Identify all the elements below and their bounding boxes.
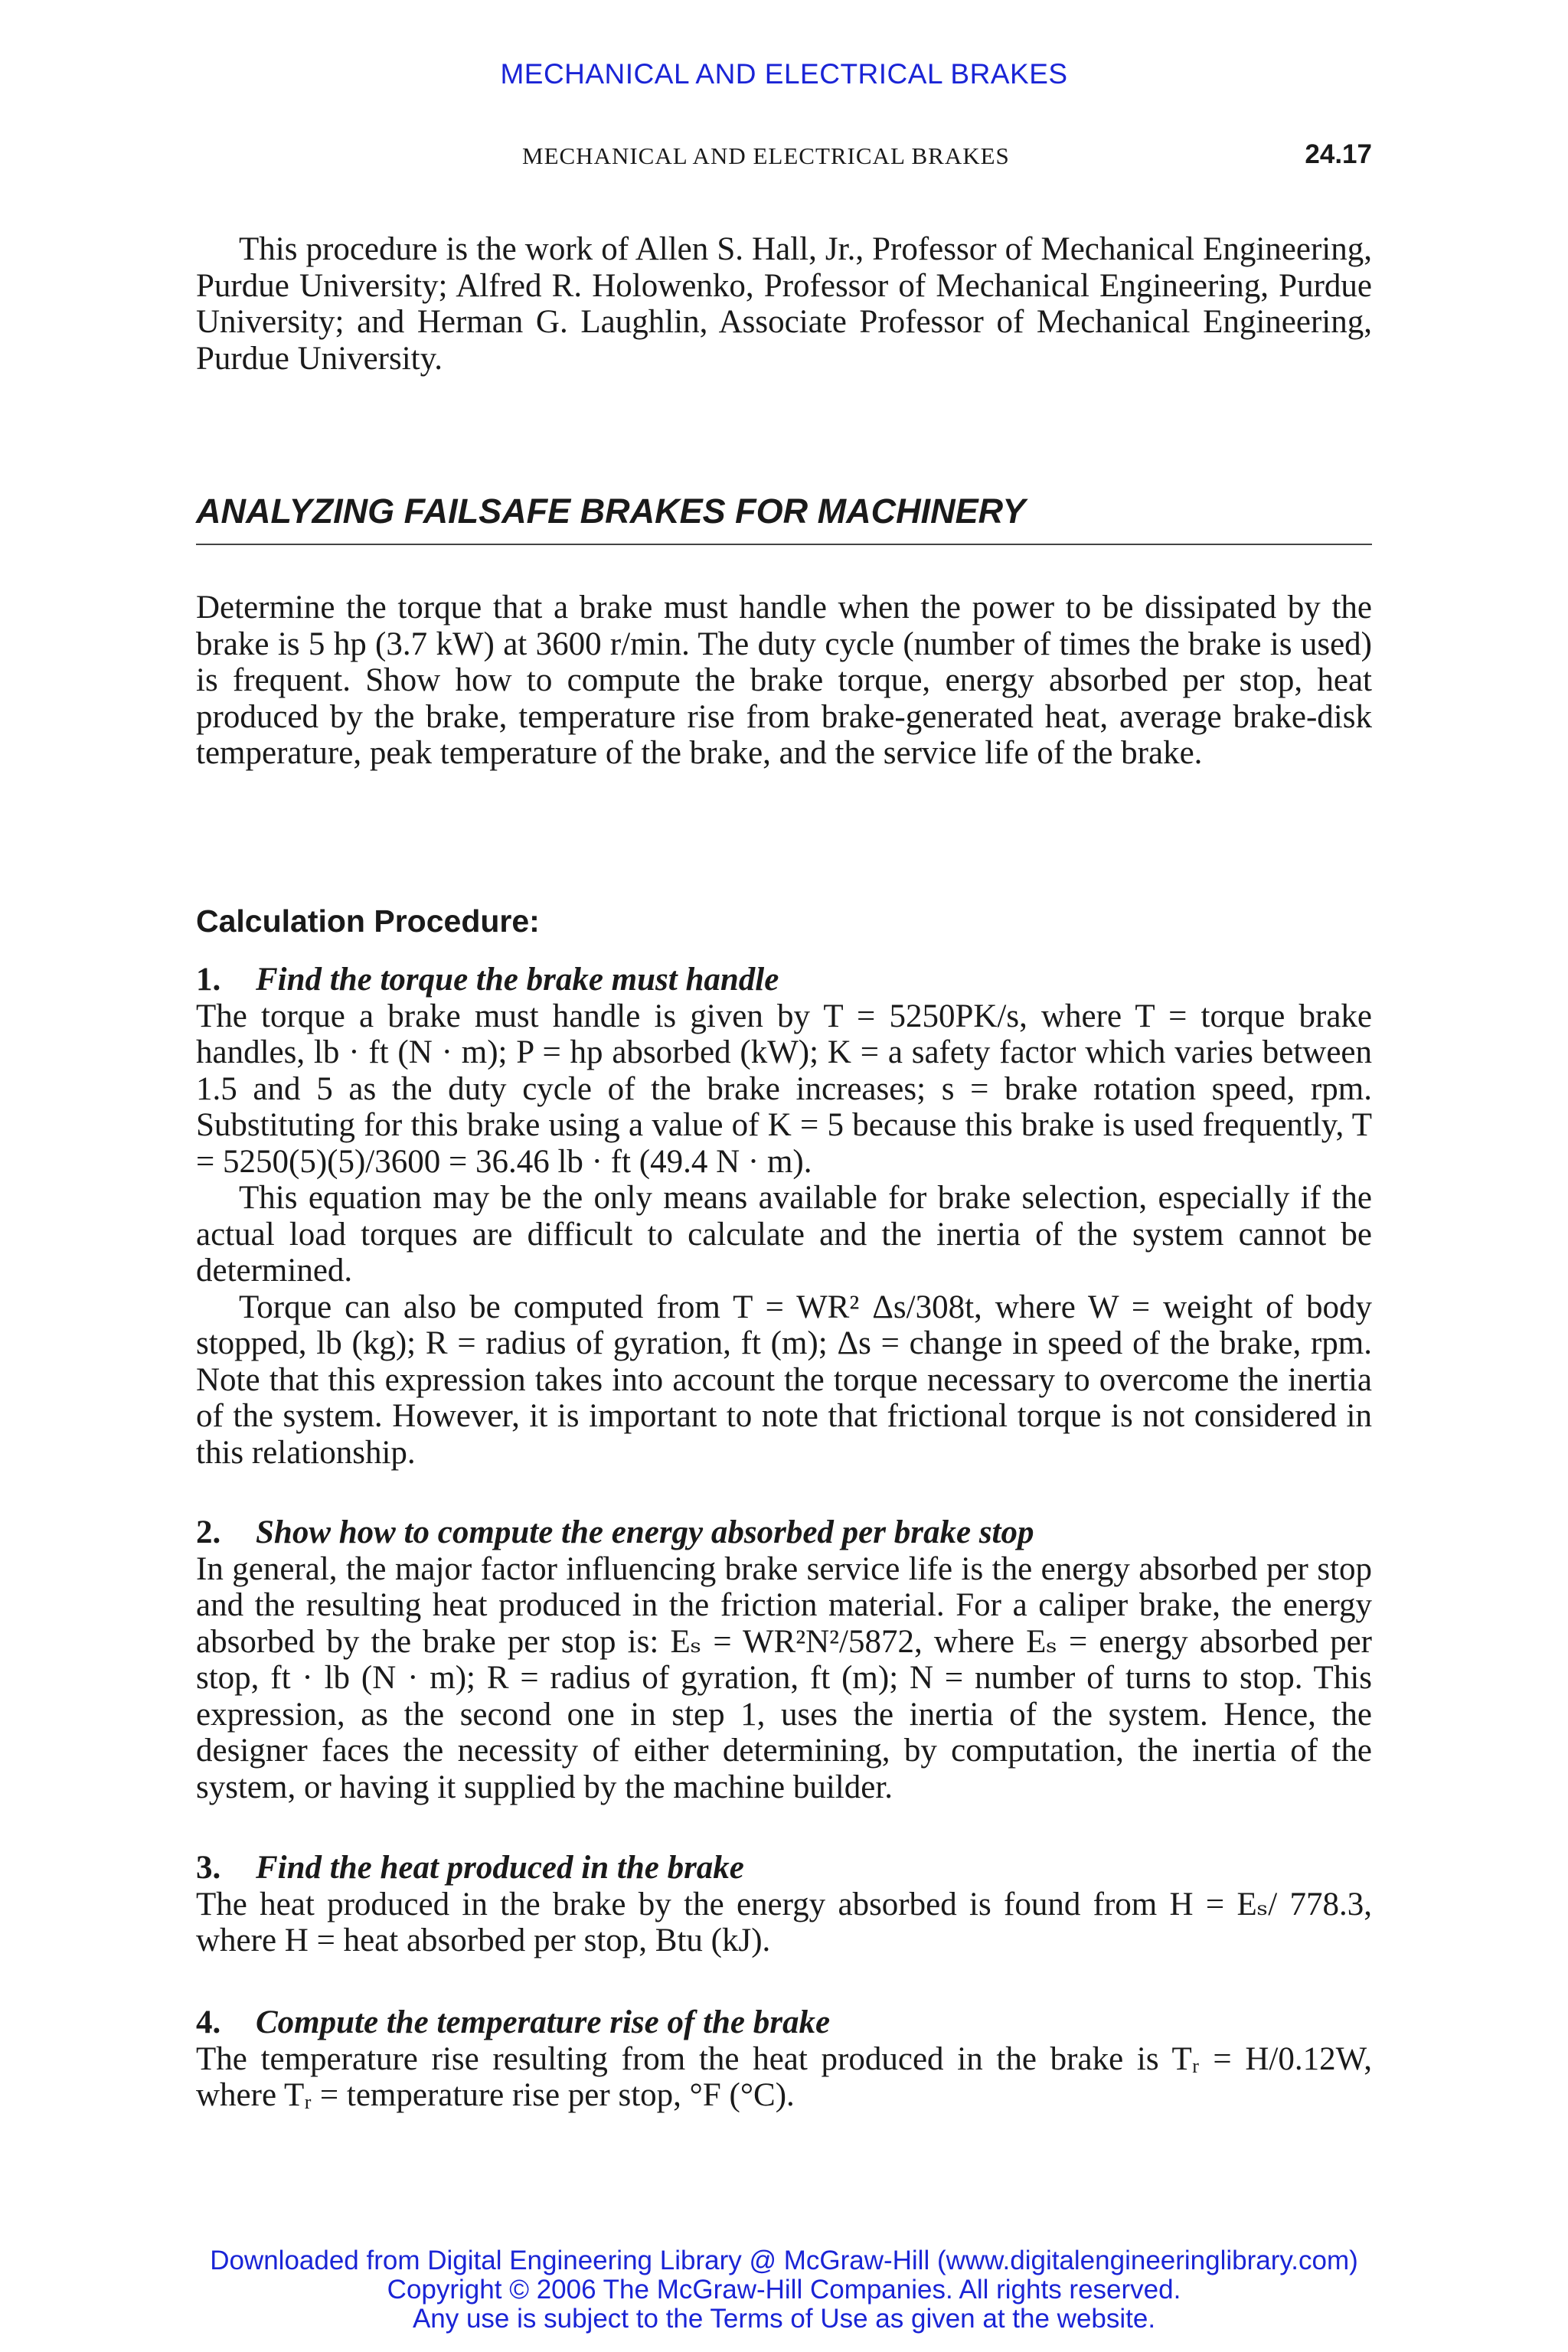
step-4-paragraph-1: The temperature rise resulting from the heat produced in the brake is Tᵣ = H/0.12W, where Tᵣ = temperature rise per stop, °F (°C). [196,2040,1372,2113]
step-1-number: 1. [196,962,221,998]
step-3-paragraph-1: The heat produced in the brake by the energy absorbed is found from H = Eₛ/ 778.3, where H = heat absorbed per stop, Btu (kJ). [196,1886,1372,1958]
step-2-heading [196,1514,1372,1551]
step-3 [196,1850,1372,1959]
step-2-number: 2. [196,1514,221,1550]
step-3-heading [196,1850,1372,1886]
step-3-number: 3. [196,1850,221,1886]
running-head: MECHANICAL AND ELECTRICAL BRAKES [522,142,1010,169]
problem-statement-section [196,590,1372,772]
step-4-number: 4. [196,2004,221,2040]
step-4 [196,2004,1372,2114]
step-2 [196,1514,1372,1805]
intro-section [196,231,1372,377]
top-banner-link[interactable]: MECHANICAL AND ELECTRICAL BRAKES [500,58,1068,90]
step-4-heading [196,2004,1372,2041]
step-1 [196,962,1372,1471]
step-1-title: Find the torque the brake must handle [256,962,779,998]
step-1-paragraph-2: This equation may be the only means available for brake selection, especially if the actual load torques are difficult to calculate and the inertia of the system cannot be determined. [196,1180,1372,1289]
intro-paragraph: This procedure is the work of Allen S. Hall, Jr., Professor of Mechanical Engineering, Purdue University; Alfred R. Holowenko, Professor of Mechanical Engineering, Purdue University; and Herman G. Laughlin, Associate Professor of Mechanical Engineering, Purdue University. [196,231,1372,377]
step-1-heading [196,962,1372,998]
footer [0,2246,1568,2334]
calculation-heading: Calculation Procedure: [196,903,540,939]
footer-terms-link[interactable]: Any use is subject to the Terms of Use as given at the website. [412,2304,1156,2334]
step-3-title: Find the heat produced in the brake [256,1850,744,1886]
section-title: ANALYZING FAILSAFE BRAKES FOR MACHINERY [196,492,1372,545]
footer-download-link[interactable]: Downloaded from Digital Engineering Library @ McGraw-Hill (www.digitalengineeringlibrary.com) [210,2246,1358,2275]
step-1-paragraph-1: The torque a brake must handle is given by T = 5250PK/s, where T = torque brake handles, lb · ft (N · m); P = hp absorbed (kW); K = a safety factor which varies between 1.5 and 5 as the duty cycle of the brake increases; s = brake rotation speed, rpm. Substituting for this brake using a value of K = 5 because this brake is used frequently, T = 5250(5)(5)/3600 = 36.46 lb · ft (49.4 N · m). [196,998,1372,1180]
step-2-paragraph-1: In general, the major factor influencing brake service life is the energy absorbed per stop and the resulting heat produced in the friction material. For a caliper brake, the energy absorbed by the brake per stop is: Eₛ = WR²N²/5872, where Eₛ = energy absorbed per stop, ft · lb (N · m); R = radius of gyration, ft (m); N = number of turns to stop. This expression, as the second one in step 1, uses the inertia of the system. Hence, the designer faces the necessity of either determining, by computation, the inertia of the system, or having it supplied by the machine builder. [196,1550,1372,1805]
step-1-paragraph-3: Torque can also be computed from T = WR² Δs/308t, where W = weight of body stopped, lb (kg); R = radius of gyration, ft (m); Δs = change in speed of the brake, rpm. Note that this expression takes into account the torque necessary to overcome the inertia of the system. However, it is important to note that frictional torque is not considered in this relationship. [196,1289,1372,1471]
problem-statement: Determine the torque that a brake must handle when the power to be dissipated by the brake is 5 hp (3.7 kW) at 3600 r/min. The duty cycle (number of times the brake is used) is frequent. Show how to compute the brake torque, energy absorbed per stop, heat produced by the brake, temperature rise from brake-generated heat, average brake-disk temperature, peak temperature of the brake, and the service life of the brake. [196,590,1372,771]
step-2-title: Show how to compute the energy absorbed per brake stop [256,1514,1034,1550]
step-4-title: Compute the temperature rise of the brake [256,2004,831,2040]
footer-copyright: Copyright © 2006 The McGraw-Hill Companies. All rights reserved. [387,2275,1181,2305]
page-number: 24.17 [1305,139,1372,169]
